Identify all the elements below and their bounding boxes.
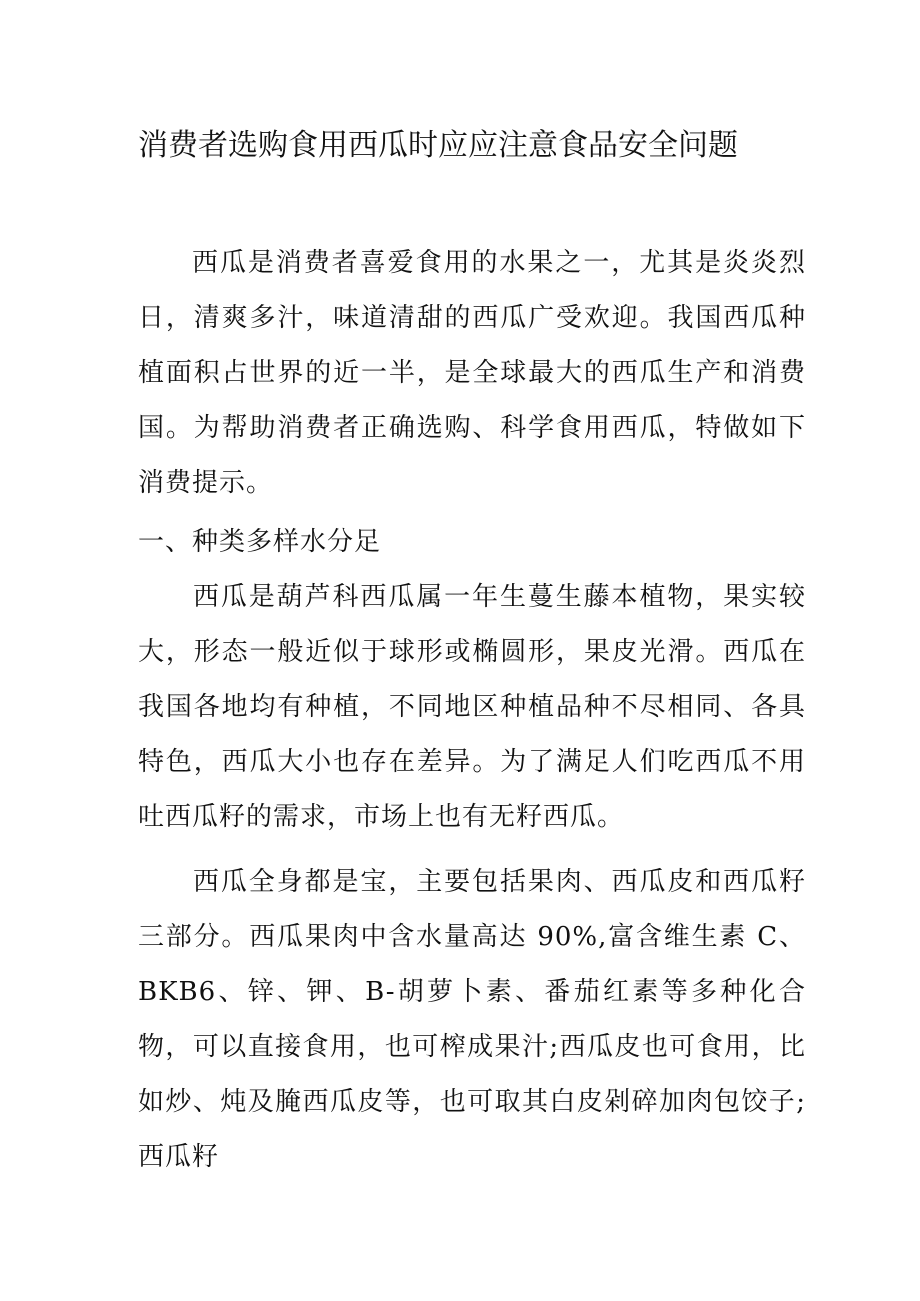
section-paragraph: 西瓜是葫芦科西瓜属一年生蔓生藤本植物，果实较大，形态一般近似于球形或椭圆形，果皮光滑。西瓜在我国各地均有种植，不同地区种植品种不尽相同、各具特色，西瓜大小也存在差异。为了满足人们吃西瓜不用吐西瓜籽的需求，市场上也有无籽西瓜。 — [138, 582, 806, 832]
document-body — [138, 236, 806, 1185]
section-paragraph: 西瓜全身都是宝，主要包括果肉、西瓜皮和西瓜籽三部分。西瓜果肉中含水量高达 90%,富含维生素 C、BKB6、锌、钾、B-胡萝卜素、番茄红素等多种化合物，可以直接食用，也可榨成果汁;西瓜皮也可食用，比如炒、炖及腌西瓜皮等，也可取其白皮剁碎加肉包饺子;西瓜籽 — [138, 867, 806, 1172]
document-title: 消费者选购食用西瓜时应应注意食品安全问题 — [138, 128, 738, 163]
intro-paragraph: 西瓜是消费者喜爱食用的水果之一，尤其是炎炎烈日，清爽多汁，味道清甜的西瓜广受欢迎。我国西瓜种植面积占世界的近一半，是全球最大的西瓜生产和消费国。为帮助消费者正确选购、科学食用西瓜，特做如下消费提示。 — [138, 248, 806, 498]
section-heading: 一、种类多样水分足 — [138, 527, 382, 557]
